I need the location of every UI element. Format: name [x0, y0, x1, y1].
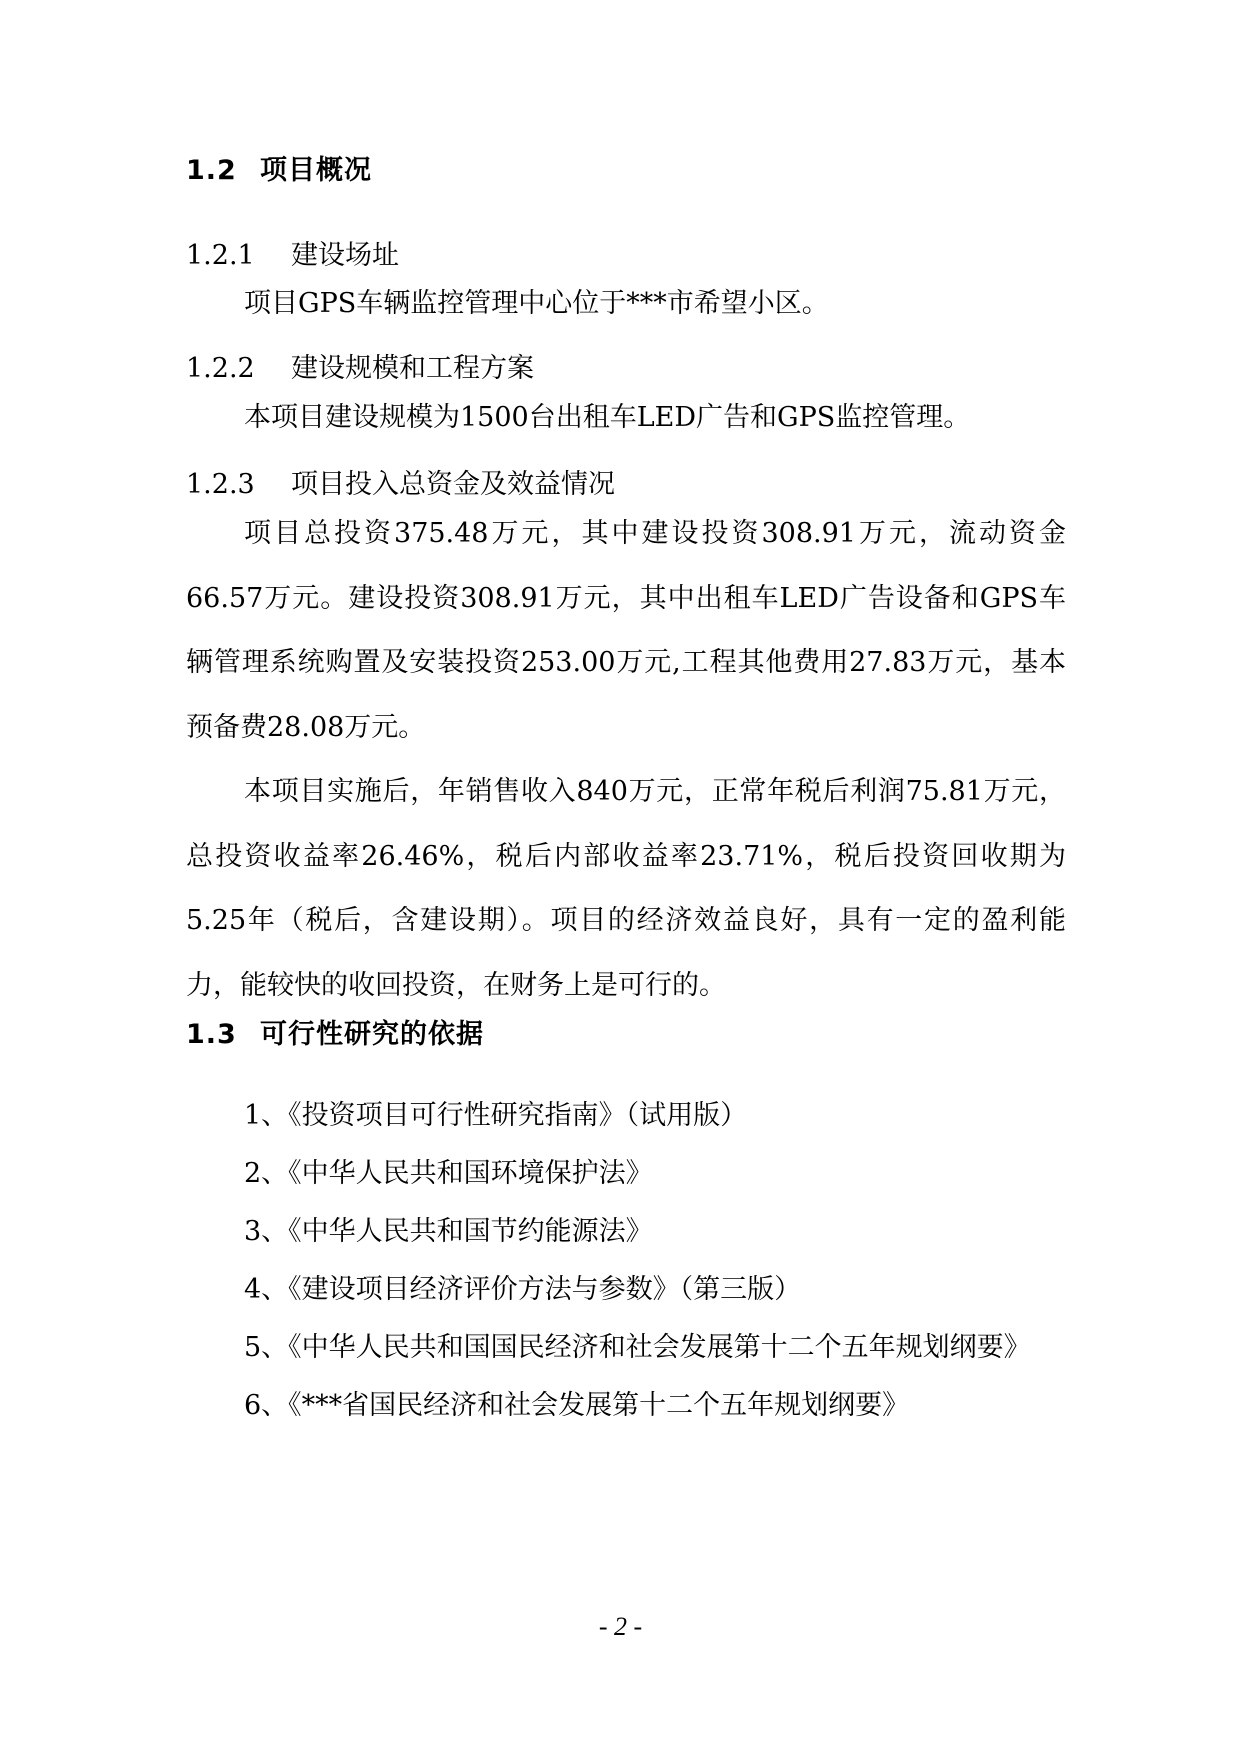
- subsection-title: 建设规模和工程方案: [291, 353, 534, 384]
- subsection-title: 建设场址: [291, 240, 399, 271]
- section-title: 项目概况: [260, 155, 372, 186]
- investment-paragraph: 项目总投资375.48万元，其中建设投资308.91万元，流动资金66.57万元。建设投资308.91万元，其中出租车LED广告设备和GPS车辆管理系统购置及安装投资253.00万元,工程其他费用27.83万元，基本预备费28.08万元。: [186, 518, 1066, 743]
- section-heading-1-3: [186, 1012, 484, 1051]
- benefit-paragraph: 本项目实施后，年销售收入840万元，正常年税后利润75.81万元，总投资收益率26.46%，税后内部收益率23.71%，税后投资回收期为5.25年（税后，含建设期）。项目的经济效益良好，具有一定的盈利能力，能较快的收回投资，在财务上是可行的。: [186, 776, 1066, 1001]
- subsection-title: 项目投入总资金及效益情况: [291, 469, 615, 500]
- site-paragraph: 项目GPS车辆监控管理中心位于***市希望小区。: [244, 288, 829, 319]
- section-heading-1-2: [186, 148, 372, 187]
- section-title: 可行性研究的依据: [260, 1019, 484, 1050]
- reference-item: 4、《建设项目经济评价方法与参数》（第三版）: [244, 1274, 802, 1305]
- reference-item: 5、《中华人民共和国国民经济和社会发展第十二个五年规划纲要》: [244, 1332, 1031, 1363]
- reference-item: 1、《投资项目可行性研究指南》（试用版）: [244, 1100, 748, 1131]
- section-number: 1.3: [186, 1019, 237, 1050]
- subsection-heading-1-2-1: [186, 233, 399, 272]
- scale-paragraph: 本项目建设规模为1500台出租车LED广告和GPS监控管理。: [244, 402, 971, 433]
- subsection-number: 1.2.2: [186, 353, 255, 384]
- section-number: 1.2: [186, 155, 237, 186]
- reference-item: 6、《***省国民经济和社会发展第十二个五年规划纲要》: [244, 1390, 910, 1421]
- page-number: - 2 -: [598, 1612, 643, 1641]
- subsection-number: 1.2.3: [186, 469, 255, 500]
- subsection-heading-1-2-2: [186, 346, 534, 385]
- subsection-number: 1.2.1: [186, 240, 255, 271]
- reference-item: 2、《中华人民共和国环境保护法》: [244, 1158, 653, 1189]
- subsection-heading-1-2-3: [186, 462, 615, 501]
- reference-item: 3、《中华人民共和国节约能源法》: [244, 1216, 653, 1247]
